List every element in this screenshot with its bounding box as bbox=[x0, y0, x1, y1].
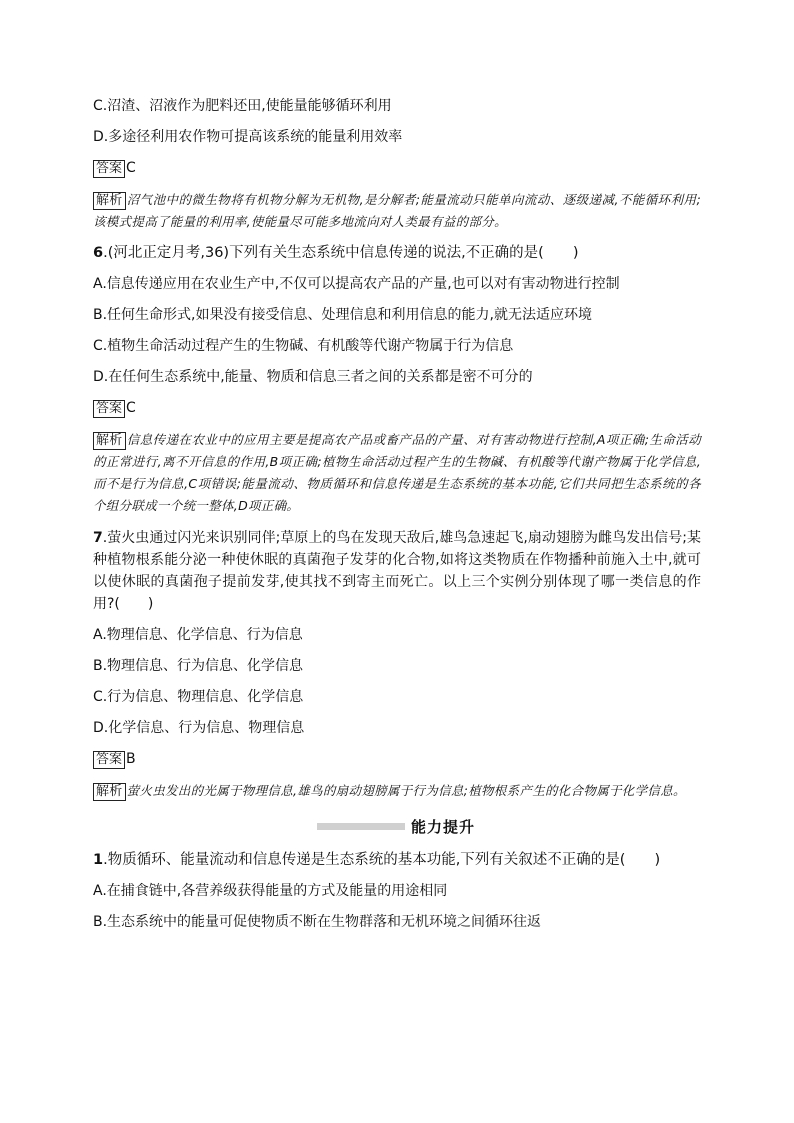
explanation-text: 沼气池中的微生物将有机物分解为无机物,是分解者;能量流动只能单向流动、逐级递减,不能循环利用;该模式提高了能量的利用率,使能量尽可能多地流向对人类最有益的部分。 bbox=[93, 192, 701, 229]
question-1 bbox=[93, 850, 701, 870]
option-b: B.生态系统中的能量可促使物质不断在生物群落和无机环境之间循环往返 bbox=[93, 914, 542, 930]
option-a: A.在捕食链中,各营养级获得能量的方式及能量的用途相同 bbox=[93, 883, 448, 899]
option-d: D.化学信息、行为信息、物理信息 bbox=[93, 720, 305, 736]
option-c: C.植物生命活动过程产生的生物碱、有机酸等代谢产物属于行为信息 bbox=[93, 338, 514, 354]
explanation bbox=[93, 429, 701, 517]
answer-value: B bbox=[126, 751, 136, 767]
question-text: .(河北正定月考,36)下列有关生态系统中信息传递的说法,不正确的是( ) bbox=[103, 245, 579, 261]
option-c: C.行为信息、物理信息、化学信息 bbox=[93, 689, 304, 705]
answer-tag: 答案 bbox=[93, 751, 125, 769]
answer-value: C bbox=[126, 160, 136, 176]
section-title: 能力提升 bbox=[411, 818, 476, 836]
explanation-tag: 解析 bbox=[93, 783, 126, 801]
question-text: .物质循环、能量流动和信息传递是生态系统的基本功能,下列有关叙述不正确的是( ) bbox=[103, 852, 661, 868]
option-a: A.信息传递应用在农业生产中,不仅可以提高农产品的产量,也可以对有害动物进行控制 bbox=[93, 276, 620, 292]
option-a: A.物理信息、化学信息、行为信息 bbox=[93, 627, 303, 643]
answer-row bbox=[93, 749, 701, 769]
question-6 bbox=[93, 243, 701, 263]
explanation-tag: 解析 bbox=[93, 432, 126, 450]
answer-tag: 答案 bbox=[93, 160, 125, 178]
answer-row bbox=[93, 158, 701, 178]
question-number: 7 bbox=[93, 530, 103, 546]
question-text: .萤火虫通过闪光来识别同伴;草原上的鸟在发现天敌后,雄鸟急速起飞,扇动翅膀为雌鸟发出信号;某种植物根系能分泌一种使休眠的真菌孢子发芽的化合物,如将这类物质在作物播种前施入土中,就可以使休眠的真菌孢子提前发芽,使其找不到寄主而死亡。以上三个实例分别体现了哪一类信息的作用?( ) bbox=[93, 530, 701, 612]
explanation-text: 萤火虫发出的光属于物理信息,雄鸟的扇动翅膀属于行为信息;植物根系产生的化合物属于化学信息。 bbox=[126, 783, 686, 798]
question-number: 6 bbox=[93, 245, 104, 261]
question-number: 1 bbox=[93, 852, 104, 868]
explanation-tag: 解析 bbox=[93, 192, 126, 210]
document-page bbox=[93, 96, 701, 943]
question-7 bbox=[93, 527, 701, 615]
section-header bbox=[93, 816, 701, 840]
explanation-text: 信息传递在农业中的应用主要是提高农产品或畜产品的产量、对有害动物进行控制,A项正确;生命活动的正常进行,离不开信息的作用,B项正确;植物生命活动过程产生的生物碱、有机酸等代谢产物属于化学信息,而不是行为信息,C项错误;能量流动、物质循环和信息传递是生态系统的基本功能,它们共同把生态系统的各个组分联成一个统一整体,D项正确。 bbox=[93, 432, 701, 513]
explanation bbox=[93, 780, 701, 802]
answer-value: C bbox=[126, 400, 136, 416]
option-b: B.任何生命形式,如果没有接受信息、处理信息和利用信息的能力,就无法适应环境 bbox=[93, 307, 592, 323]
option-c: C.沼渣、沼液作为肥料还田,使能量能够循环利用 bbox=[93, 98, 392, 114]
answer-tag: 答案 bbox=[93, 400, 125, 418]
answer-row bbox=[93, 398, 701, 418]
explanation bbox=[93, 189, 701, 233]
section-bar bbox=[317, 823, 405, 830]
option-d: D.在任何生态系统中,能量、物质和信息三者之间的关系都是密不可分的 bbox=[93, 369, 533, 385]
option-d: D.多途径利用农作物可提高该系统的能量利用效率 bbox=[93, 129, 403, 145]
option-b: B.物理信息、行为信息、化学信息 bbox=[93, 658, 304, 674]
